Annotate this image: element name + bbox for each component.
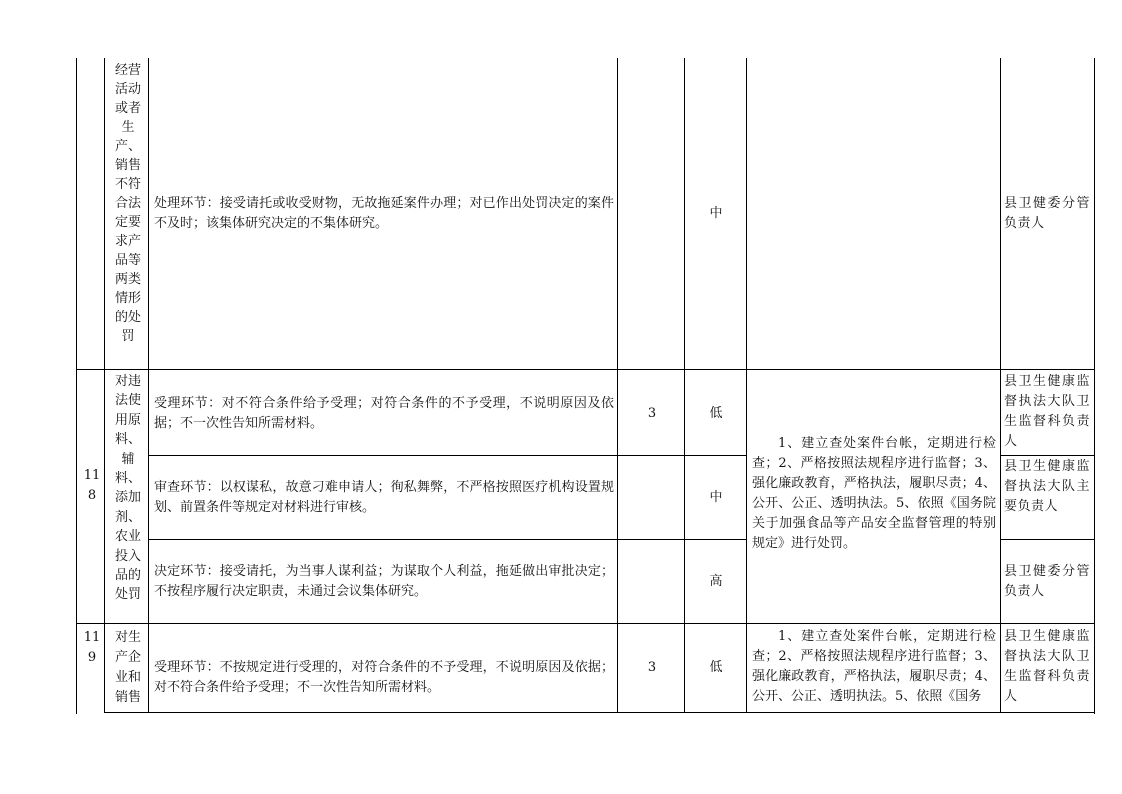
item-name: 对违法使用原料、辅料、添加剂、农业投入品的处罚: [114, 374, 141, 603]
row-divider-118a-owner: [1000, 455, 1095, 456]
col-divider-level: [746, 58, 747, 712]
risk-point: 受理环节：不按规定进行受理的，对符合条件的不予受理，不说明原因及依据；对不符合条件给予受理；不一次性告知所需材料。: [154, 660, 614, 695]
measure-text: 1、建立查处案件台帐，定期进行检查；2、严格按照法规程序进行监督；3、强化廉政教育，严格执法，履职尽责；4、公开、公正、透明执法。5、依照《国务: [752, 629, 996, 704]
col-divider-item: [148, 58, 149, 712]
border-right: [1094, 58, 1095, 714]
responsible-person: 县卫健委分管负责人: [1004, 564, 1090, 599]
responsible-person: 县卫生健康监督执法大队主要负责人: [1004, 459, 1090, 514]
item-number: 119: [83, 630, 101, 665]
risk-score: 3: [647, 660, 657, 675]
col-divider-risk: [617, 58, 618, 712]
col-divider-score: [684, 58, 685, 712]
item-name: 对生产企业和销售: [114, 630, 141, 705]
responsible-person: 县卫生健康监督执法大队卫生监督科负责人: [1004, 374, 1090, 449]
risk-level: 低: [709, 660, 723, 675]
col-divider-num: [104, 370, 105, 712]
item-name: 经营活动或者生产、销售不符合法定要求产品等两类情形的处罚: [114, 63, 141, 344]
risk-point: 审查环节：以权谋私，故意刁难申请人；徇私舞弊，不严格按照医疗机构设置规划、前置条件等规定对材料进行审核。: [154, 480, 614, 515]
risk-level: 高: [709, 574, 723, 589]
row-divider-1: [76, 369, 1095, 370]
item-number: 118: [83, 468, 101, 503]
row-divider-118b: [148, 539, 747, 540]
risk-point: 决定环节：接受请托，为当事人谋利益；为谋取个人利益，拖延做出审批决定；不按程序履行决定职责，未通过会议集体研究。: [154, 564, 614, 599]
risk-level: 中: [709, 490, 723, 505]
row-divider-118a: [148, 455, 747, 456]
col-divider-num-top: [104, 58, 105, 370]
row-divider-2: [76, 623, 1095, 624]
row-divider-118b-owner: [1000, 539, 1095, 540]
responsible-person: 县卫健委分管负责人: [1004, 196, 1090, 231]
risk-point: 受理环节：对不符合条件给予受理；对符合条件的不予受理，不说明原因及依据；不一次性告知所需材料。: [154, 396, 614, 431]
border-left: [76, 58, 77, 714]
border-bottom: [104, 712, 1095, 713]
col-divider-measure: [1000, 58, 1001, 712]
measure-text: 1、建立查处案件台帐，定期进行检查；2、严格按照法规程序进行监督；3、强化廉政教育，严格执法，履职尽责；4、公开、公正、透明执法。5、依照《国务院关于加强食品等产品安全监督管理的特别规定》进行处罚。: [752, 436, 996, 551]
responsible-person: 县卫生健康监督执法大队卫生监督科负责人: [1004, 629, 1090, 704]
prevention-measures: [752, 627, 996, 711]
risk-score: 3: [647, 406, 657, 421]
risk-level: 低: [709, 406, 723, 421]
risk-level: 中: [709, 206, 723, 221]
risk-point: 处理环节：接受请托或收受财物，无故拖延案件办理；对已作出处罚决定的案件不及时；该集体研究决定的不集体研究。: [154, 196, 614, 231]
prevention-measures: [752, 434, 996, 554]
